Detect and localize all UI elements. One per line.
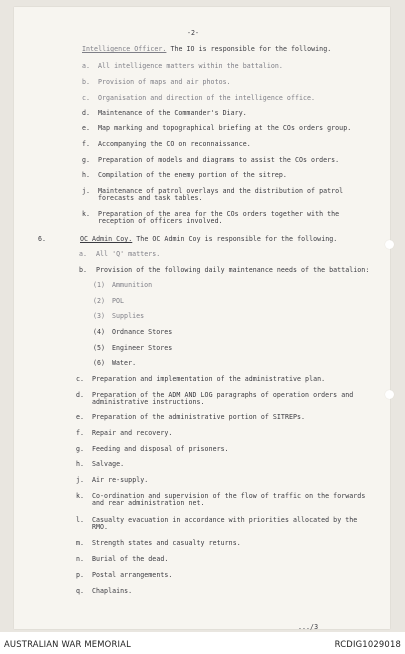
list-letter: l. (76, 516, 85, 524)
punch-hole (385, 390, 394, 399)
list-letter: b. (82, 78, 91, 86)
sublist-item-text: Ordnance Stores (112, 328, 173, 336)
list-item-text: Preparation of models and diagrams to assist the COs orders. (98, 156, 340, 164)
footer-source: AUSTRALIAN WAR MEMORIAL (4, 639, 131, 649)
sublist-number: (6) (93, 359, 106, 367)
list-item-text: Preparation of the administrative portion of SITREPs. (92, 413, 306, 421)
sublist-item-text: Engineer Stores (112, 344, 173, 352)
list-item-text: Preparation and implementation of the administrative plan. (92, 375, 326, 383)
list-item-text: Casualty evacuation in accordance with priorities allocated by the RMO. (92, 516, 358, 532)
list-item-text: All 'Q' matters. (96, 250, 161, 258)
list-item-text: Repair and recovery. (92, 429, 173, 437)
list-item-text: Preparation of the ADM AND LOG paragraphs of operation orders and administrative instructions. (92, 391, 354, 407)
list-item-text: Maintenance of patrol overlays and the distribution of patrol forecasts and task tables. (98, 187, 344, 203)
list-item-text: Co-ordination and supervision of the flow of traffic on the forwards and rear administration net. (92, 492, 366, 508)
list-letter: b. (79, 266, 88, 274)
list-letter: k. (82, 210, 91, 218)
sublist-number: (3) (93, 312, 106, 320)
list-letter: e. (76, 413, 85, 421)
list-letter: d. (76, 391, 85, 399)
list-letter: d. (82, 109, 91, 117)
continuation-marker: .../3 (298, 623, 319, 631)
sublist-number: (5) (93, 344, 106, 352)
io-intro-text: The IO is responsible for the following. (166, 45, 332, 53)
list-letter: j. (76, 476, 85, 484)
section-heading: OC Admin Coy. (80, 235, 133, 243)
section-intro-text: The OC Admin Coy is responsible for the following. (132, 235, 338, 243)
list-item-text: Preparation of the area for the COs orders together with the reception of officers involved. (98, 210, 340, 226)
sublist-number: (2) (93, 297, 106, 305)
list-item-text: Air re-supply. (92, 476, 149, 484)
list-item-text: Burial of the dead. (92, 555, 169, 563)
list-letter: h. (82, 171, 91, 179)
list-item-text: All intelligence matters within the battalion. (98, 62, 283, 70)
list-letter: e. (82, 124, 91, 132)
section-number: 6. (38, 235, 47, 243)
sublist-number: (1) (93, 281, 106, 289)
list-letter: c. (82, 94, 91, 102)
list-item-text: Provision of maps and air photos. (98, 78, 231, 86)
list-item-text: Organisation and direction of the intelligence office. (98, 94, 316, 102)
list-item-text: Compilation of the enemy portion of the sitrep. (98, 171, 287, 179)
list-item-text: Maintenance of the Commander's Diary. (98, 109, 247, 117)
list-letter: a. (82, 62, 91, 70)
io-heading: Intelligence Officer. (82, 45, 167, 53)
sublist-item-text: Water. (112, 359, 137, 367)
sublist-item-text: Ammunition (112, 281, 153, 289)
sublist-item-text: Supplies (112, 312, 145, 320)
list-letter: k. (76, 492, 85, 500)
punch-hole (385, 240, 394, 249)
list-letter: a. (79, 250, 88, 258)
io-intro (82, 46, 331, 53)
list-letter: m. (76, 539, 85, 547)
list-letter: j. (82, 187, 91, 195)
list-letter: g. (82, 156, 91, 164)
list-item-text: Chaplains. (92, 587, 133, 595)
list-letter: q. (76, 587, 85, 595)
list-item-text: Strength states and casualty returns. (92, 539, 241, 547)
section-intro (80, 236, 337, 243)
sublist-item-text: POL (112, 297, 125, 305)
list-item-text: Salvage. (92, 460, 125, 468)
page-number: -2- (187, 29, 200, 37)
archive-footer (0, 632, 405, 654)
list-letter: g. (76, 445, 85, 453)
sublist-number: (4) (93, 328, 106, 336)
list-item-text: Accompanying the CO on reconnaissance. (98, 140, 251, 148)
list-item-text: Provision of the following daily maintenance needs of the battalion: (96, 266, 370, 274)
list-letter: f. (82, 140, 91, 148)
list-item-text: Postal arrangements. (92, 571, 173, 579)
list-letter: n. (76, 555, 85, 563)
list-letter: h. (76, 460, 85, 468)
list-letter: p. (76, 571, 85, 579)
list-letter: c. (76, 375, 85, 383)
list-item-text: Map marking and topographical briefing at the COs orders group. (98, 124, 352, 132)
footer-id: RCDIG1029018 (334, 639, 401, 649)
list-letter: f. (76, 429, 85, 437)
list-item-text: Feeding and disposal of prisoners. (92, 445, 229, 453)
